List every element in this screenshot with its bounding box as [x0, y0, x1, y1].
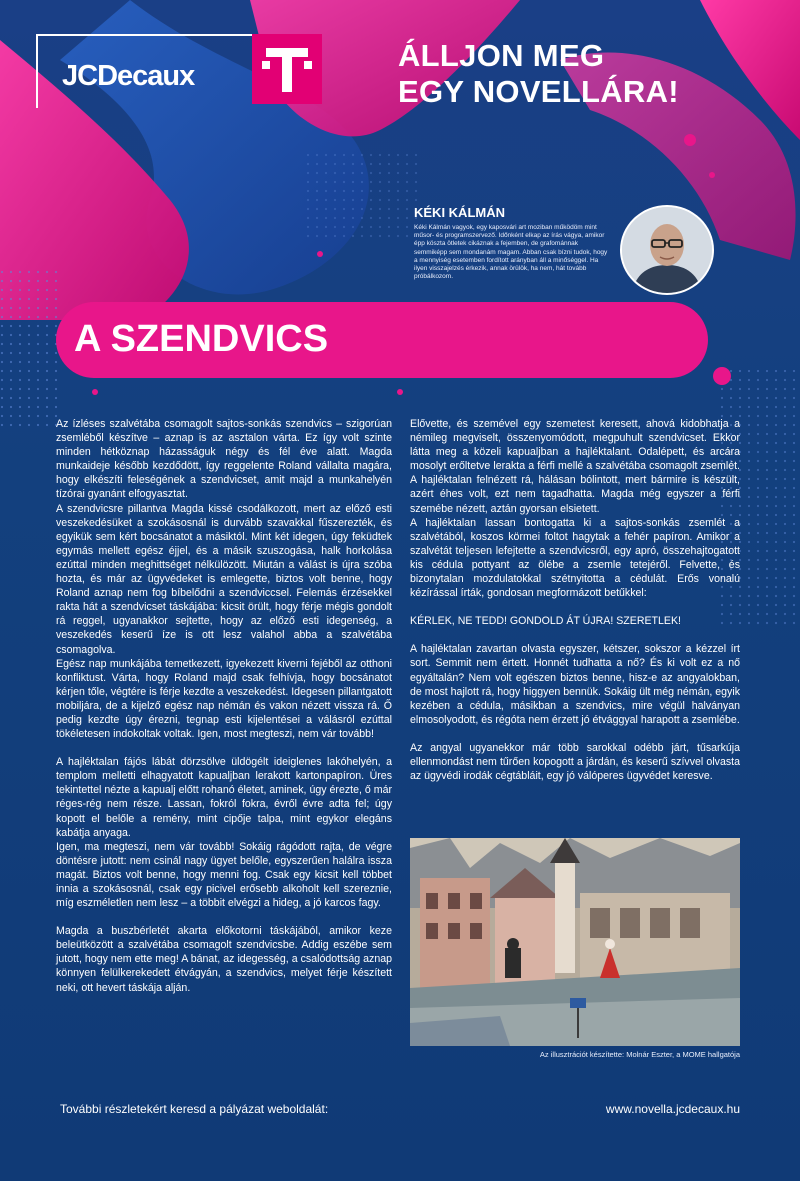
- paragraph: Egész nap munkájába temetkezett, igyekezett kiverni fejéből az otthoni konfliktust. Várta, hogy Roland majd csak felhívja, hogy bocsánatot kérjen tőle, végtére is férje kezdte a veszekedést. Idegesen pillantgatott mobiljára, de a kijelző egész nap némán és vakon nézett vissza rá. Ő pedig kezdte úgy érezni, tegnap esti kijelentései a válásról ezúttal tökéletesen indokoltak voltak. Igen, most megteszi, nem vár tovább!: [56, 657, 392, 741]
- paragraph: A hajléktalan lassan bontogatta ki a sajtos-sonkás zsemlét a szalvétából, koszos körmei foltot hagytak a fehér papíron. Amikor a szalvétát teljesen lefejtette a szendvicsről, egy apró, összehajtogatott kis cédula pottyant az ölébe a zsemle tetejéről. Felvette, és bizonytalan mozdulatokkal szétnyitotta a cédulát. Erős vonalú kézírással írták, gondosan megformázott betűkkel:: [410, 516, 740, 600]
- headline-line-2: EGY NOVELLÁRA!: [398, 74, 679, 109]
- telekom-t-logo: [252, 34, 322, 104]
- author-avatar: [620, 205, 714, 295]
- paragraph: Elővette, és szemével egy szemetest keresett, ahová kidobhatja a némileg megviselt, összenyomódott, megpuhult szendvicset. Ekkor látta meg a közeli kapualjban a hajléktalant. Odalépett, és arcára mosolyt erőltetve lerakta a férfi mellé a szalvétába csomagolt zsemlét. A hajléktalan felnézett rá, hálásan bólintott, mert bármire is készült, azért éhes volt, ezt nem tagadhatta. Magda még egyszer a férfi szemébe nézett, aztán gyorsan elsietett.: [410, 418, 740, 515]
- paragraph: A hajléktalan fájós lábát dörzsölve üldögélt ideiglenes lakóhelyén, a templom melletti elhagyatott kapualjban lerakott kartonpapíron. Üres tekintettel nézte a kapualj előtt rohanó életet, aminek, úgy érezte, ő már réges-rég nem része. Lassan, fokról fokra, évről évre adta fel; úgy kopott el belőle a remény, mint cipője talpa, mint egykor elegáns kabátja anyaga.: [56, 756, 392, 839]
- paragraph: A szendvicsre pillantva Magda kissé csodálkozott, mert az előző esti veszekedésüket a szokásosnál is durvább szavakkal fűszerezték, és egyikük sem kért bocsánatot a másiktól. Mint két idegen, úgy feküdtek egymás mellett egész éjjel, és a másik szuszogása, halk horkolása ezúttal minden meghittséget nélkülözött. Miután a válást is újra szóba hozta, és már az ügyvédeket is emlegette, biztos volt benne, hogy Roland aznap nem fog bíbelődni a szendviccsel. Felemás érzésekkel rakta hát a szendvicset táskájába: kicsit örült, hogy férje mégis gondolt rá reggel, ugyanakkor sejtette, hogy az előző esti idegenség, a veszekedés keserű íze is ott lesz valahol abba a szalvétába csomagolva.: [56, 502, 392, 656]
- paragraph: Az angyal ugyanekkor már több sarokkal odébb járt, tűsarkúja ellenmondást nem tűrően kopogott a járdán, és keserű szívvel olvasta az ügyvédi irodák cégtábláit, egy jó válóperes ügyvédet keresve.: [410, 741, 740, 783]
- story-illustration: [410, 838, 740, 1046]
- paragraph: Igen, ma megteszi, nem vár tovább! Sokáig rágódott rajta, de végre döntésre jutott: nem csinál nagy ügyet belőle, egyszerűen halálra issza magát. Biztos volt benne, hogy menni fog. Csak egy kicsit kell többet innia a szokásosnál, csak egy picivel erősebb alkoholt kell szereznie, míg eszméletlen nem lesz – a többit elvégzi a hideg, a jó karcos fagy.: [56, 840, 392, 910]
- campaign-headline: [398, 38, 679, 110]
- author-bio: Kéki Kálmán vagyok, egy kaposvári art moziban működöm mint műsor- és programszervező. Időnként elkap az írás vágya, amikor épp köszta ötletek cikáznak a fejemben, de grafománnak semmiképp sem mondanám magam. Abban csak bízni tudok, hogy a mennyiség esetemben fordított arányban áll a minőséggel. Ha ilyen visszajelzés érkezik, annak örülök, ha nem, hát tovább próbálkozom.: [414, 224, 608, 281]
- note-text: KÉRLEK, NE TEDD! GONDOLD ÁT ÚJRA! SZERETLEK!: [410, 615, 681, 628]
- paragraph: Az ízléses szalvétába csomagolt sajtos-sonkás szendvics – szigorúan zsemléből készítve – aznap is az asztalon várta. Ez így volt szinte minden hétköznap házasságuk négy és fél éve alatt. Magda munkaideje később kezdődött, így reggelente Roland vállalta magára, hogy elkészíti feleségének a szendvicset, amit majd a munkahelyén tízórai gyanánt elfogyasztat.: [56, 418, 392, 501]
- jcdecaux-logo: JCDecaux: [62, 60, 195, 92]
- story-column-1: [56, 417, 392, 995]
- paragraph: A hajléktalan zavartan olvasta egyszer, kétszer, sokszor a kézzel írt sort. Semmit nem értett. Honnét tudhatta a nő? És ki volt ez a nő egyáltalán? Nem volt egészen biztos benne, hisz-e az angyalokban, de most hajlott rá, hogy higgyen bennük. Sokáig ült még némán, egyik kezében a cédula, másikban a szendvics, mire végül halványan elmosolyodott, és régóta nem érzett jó étvággyal harapott a zsemlébe.: [410, 643, 740, 726]
- paragraph: Magda a buszbérletét akarta előkotorni táskájából, amikor keze beleütközött a szalvétába csomagolt szendvicsbe. Addig eszébe sem jutott, hogy nem ette meg! A bánat, az idegesség, a csalódottság aznap könnyen felülkerekedett étvágyán, a szendvics, melyet férje készített neki, ott hevert táskája alján.: [56, 925, 392, 994]
- story-column-2: [410, 417, 740, 783]
- headline-line-1: ÁLLJON MEG: [398, 38, 605, 73]
- illustration-credit: Az illusztrációt készítette: Molnár Eszter, a MOME hallgatója: [539, 1050, 740, 1059]
- footer-text: További részletekért keresd a pályázat weboldalát:: [60, 1102, 329, 1116]
- author-name: KÉKI KÁLMÁN: [414, 205, 505, 220]
- story-title: A SZENDVICS: [74, 318, 329, 360]
- footer-website-link[interactable]: www.novella.jcdecaux.hu: [605, 1102, 740, 1116]
